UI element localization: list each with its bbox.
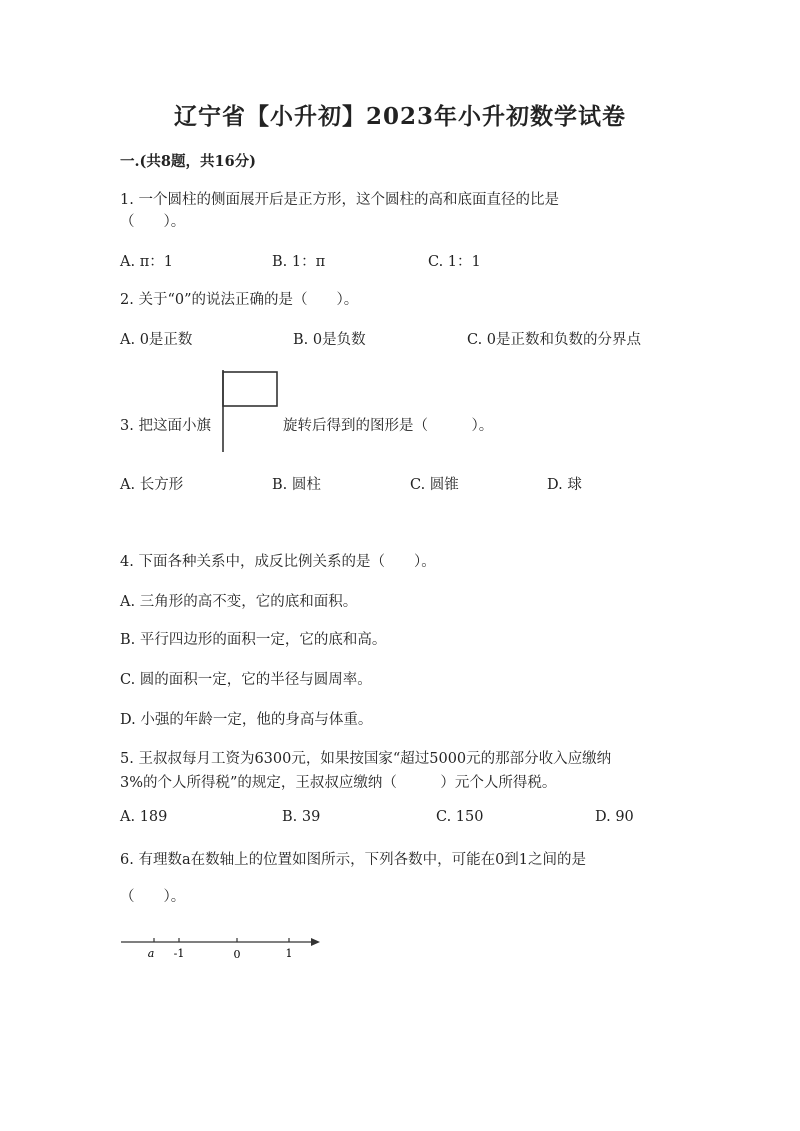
question-5-option-a: A. 189 xyxy=(120,809,168,825)
question-1-text-line-1: 1. 一个圆柱的侧面展开后是正方形，这个圆柱的高和底面直径的比是 xyxy=(120,192,559,208)
question-4-text: 4. 下面各种关系中，成反比例关系的是（ ）。 xyxy=(120,554,436,570)
question-3-option-c: C. 圆锥 xyxy=(410,477,459,493)
number-line-figure xyxy=(118,935,328,965)
question-3-option-b: B. 圆柱 xyxy=(272,477,321,493)
question-5-option-d: D. 90 xyxy=(595,809,634,825)
question-3-text-before: 3. 把这面小旗 xyxy=(120,418,211,434)
question-5-option-c: C. 150 xyxy=(436,809,484,825)
flag-figure xyxy=(220,370,280,452)
question-5-text-line-1: 5. 王叔叔每月工资为6300元，如果按国家“超过5000元的那部分收入应缴纳 xyxy=(120,751,612,767)
question-6-text-line-1: 6. 有理数a在数轴上的位置如图所示，下列各数中，可能在0到1之间的是 xyxy=(120,852,587,868)
axis-label-1: 1 xyxy=(285,947,293,960)
question-2-option-a: A. 0是正数 xyxy=(120,332,193,348)
question-4-option-c: C. 圆的面积一定，它的半径与圆周率。 xyxy=(120,672,372,688)
question-5-option-b: B. 39 xyxy=(282,809,321,825)
question-4-option-b: B. 平行四边形的面积一定，它的底和高。 xyxy=(120,632,387,648)
question-1-option-b: B. 1：π xyxy=(272,254,326,270)
question-4-option-d: D. 小强的年龄一定，他的身高与体重。 xyxy=(120,712,373,728)
question-1-option-c: C. 1：1 xyxy=(428,254,481,270)
question-3-text-after: 旋转后得到的图形是（ ）。 xyxy=(283,418,494,434)
axis-label-0: 0 xyxy=(233,948,241,961)
page-title: 辽宁省【小升初】2023年小升初数学试卷 xyxy=(173,103,626,130)
axis-label-a: a xyxy=(147,947,155,960)
number-line-arrow-icon xyxy=(311,938,320,946)
question-2-text: 2. 关于“0”的说法正确的是（ ）。 xyxy=(120,292,359,308)
axis-label-neg1: -1 xyxy=(173,947,185,960)
question-4-option-a: A. 三角形的高不变，它的底和面积。 xyxy=(120,594,358,610)
section-header: 一.(共8题，共16分) xyxy=(120,153,257,170)
question-3-option-d: D. 球 xyxy=(547,477,582,493)
question-1-text-line-2: （ ）。 xyxy=(120,214,186,230)
question-3-option-a: A. 长方形 xyxy=(120,477,184,493)
question-2-option-b: B. 0是负数 xyxy=(293,332,366,348)
question-1-option-a: A. π：1 xyxy=(120,254,173,270)
question-5-text-line-2: 3%的个人所得税”的规定，王叔叔应缴纳（ ）元个人所得税。 xyxy=(120,775,557,791)
question-2-option-c: C. 0是正数和负数的分界点 xyxy=(467,332,642,348)
question-6-text-line-2: （ ）。 xyxy=(120,889,186,905)
